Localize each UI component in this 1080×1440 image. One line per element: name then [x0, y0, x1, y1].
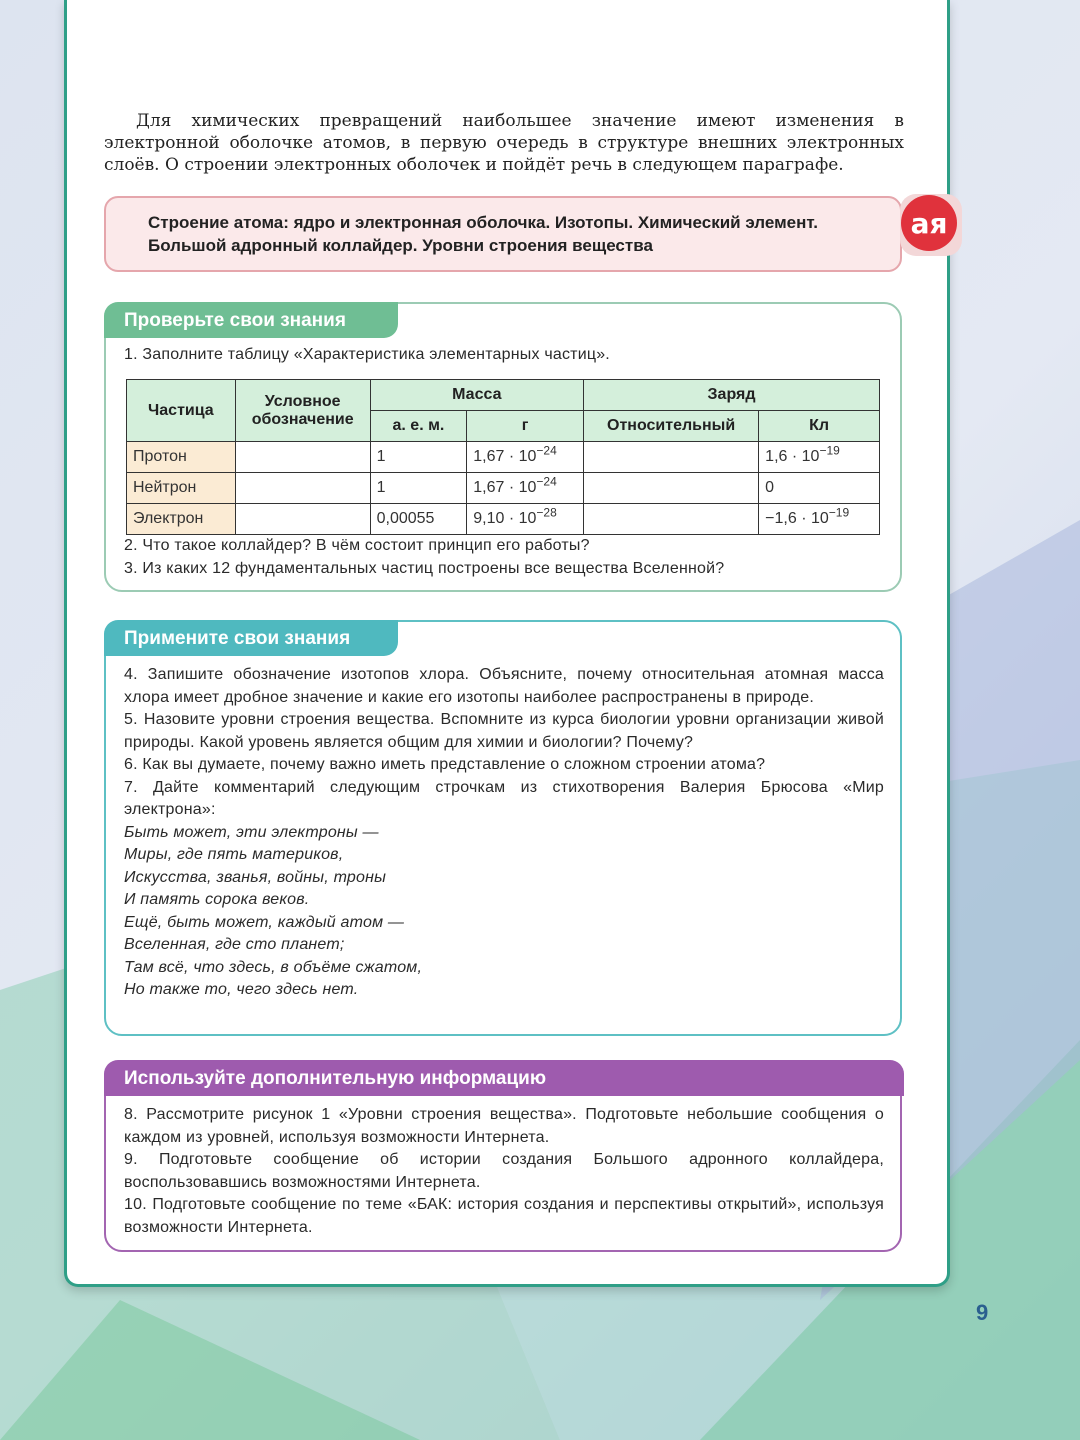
- particle-symbol: [235, 504, 370, 535]
- mass-g: $1,67 \cdot 10^{-24}$: [467, 442, 584, 473]
- mass-g: $1,67 \cdot 10^{-24}$: [467, 473, 584, 504]
- question-4: 4. Запишите обозначение изотопов хлора. Объясните, почему относительная атомная масса хлора имеет дробное значение и какие его изотопы наиболее распространены в природе.: [124, 666, 884, 706]
- mass-amu: 1: [370, 442, 467, 473]
- extra-info-title: Используйте дополнительную информацию: [104, 1060, 904, 1096]
- charge-cl: $-1,6 \cdot 10^{-19}$: [759, 504, 880, 535]
- poem-line: Ещё, быть может, каждый атом —: [124, 913, 405, 931]
- apply-knowledge-section: [104, 620, 902, 1036]
- question-8: 8. Рассмотрите рисунок 1 «Уровни строения вещества». Подготовьте небольшие сообщения о каждом из уровней, используя возможности Интернета.: [124, 1106, 884, 1146]
- question-5: 5. Назовите уровни строения вещества. Вспомните из курса биологии уровни организации живой природы. Какой уровень является общим для химии и биологии? Почему?: [124, 711, 884, 751]
- header-mass: Масса: [370, 380, 583, 411]
- table-row: [127, 442, 880, 473]
- poem-line: И память сорока веков.: [124, 891, 310, 908]
- particle-name: Электрон: [127, 504, 236, 535]
- mass-g: $9,10 \cdot 10^{-28}$: [467, 504, 584, 535]
- charge-cl: 0: [759, 473, 880, 504]
- particle-symbol: [235, 442, 370, 473]
- alphabet-logo-icon: [896, 190, 966, 260]
- question-10: 10. Подготовьте сообщение по теме «БАК: история создания и перспективы открытий», используя возможности Интернета.: [124, 1196, 884, 1236]
- svg-text:ая: ая: [910, 207, 948, 240]
- charge-relative: [584, 504, 759, 535]
- poem-line: Вселенная, где сто планет;: [124, 936, 345, 953]
- question-6: 6. Как вы думаете, почему важно иметь представление о сложном строении атома?: [124, 756, 766, 773]
- particles-table: [126, 379, 880, 535]
- question-9: 9. Подготовьте сообщение об истории создания Большого адронного коллайдера, воспользовавшись возможностями Интернета.: [124, 1151, 884, 1191]
- check-knowledge-title: Проверьте свои знания: [104, 302, 398, 338]
- question-1: 1. Заполните таблицу «Характеристика элементарных частиц».: [124, 346, 610, 363]
- header-charge: Заряд: [584, 380, 880, 411]
- check-knowledge-section: [104, 302, 902, 592]
- intro-paragraph: Для химических превращений наибольшее значение имеют изменения в электронной оболочке атомов, в первую очередь в структуре внешних электронных слоёв. О строении электронных оболочек и пойдёт речь в следующем параграфе.: [104, 111, 904, 175]
- extra-info-section: [104, 1060, 902, 1252]
- charge-relative: [584, 442, 759, 473]
- particle-name: Протон: [127, 442, 236, 473]
- charge-relative: [584, 473, 759, 504]
- particle-symbol: [235, 473, 370, 504]
- table-row: [127, 504, 880, 535]
- header-particle: Частица: [127, 380, 236, 442]
- particle-name: Нейтрон: [127, 473, 236, 504]
- header-mass-g: г: [467, 411, 584, 442]
- extra-questions: [124, 1104, 884, 1239]
- poem-line: Там всё, что здесь, в объёме сжатом,: [124, 958, 423, 976]
- mass-amu: 0,00055: [370, 504, 467, 535]
- poem-line: Искусства, званья, войны, троны: [124, 868, 387, 886]
- header-mass-amu: а. е. м.: [370, 411, 467, 442]
- question-2: 2. Что такое коллайдер? В чём состоит принцип его работы?: [124, 537, 590, 554]
- questions-2-3: [124, 535, 884, 580]
- poem-line: Быть может, эти электроны —: [124, 823, 379, 841]
- page-number: 9: [976, 1300, 989, 1325]
- poem-line: Миры, где пять материков,: [124, 846, 344, 863]
- header-charge-relative: Относительный: [584, 411, 759, 442]
- header-symbol: Условное обозначение: [235, 380, 370, 442]
- question-3: 3. Из каких 12 фундаментальных частиц построены все вещества Вселенной?: [124, 559, 725, 577]
- question-7: 7. Дайте комментарий следующим строчкам из стихотворения Валерия Брюсова «Мир электрона»:: [124, 778, 884, 818]
- apply-questions: [124, 664, 884, 1002]
- poem-line: Но также то, чего здесь нет.: [124, 981, 359, 998]
- topic-text: Строение атома: ядро и электронная оболочка. Изотопы. Химический элемент. Большой адронный коллайдер. Уровни строения вещества: [148, 213, 818, 255]
- apply-knowledge-title: Примените свои знания: [104, 620, 398, 656]
- header-charge-cl: Кл: [759, 411, 880, 442]
- table-row: [127, 473, 880, 504]
- mass-amu: 1: [370, 473, 467, 504]
- charge-cl: $1,6 \cdot 10^{-19}$: [759, 442, 880, 473]
